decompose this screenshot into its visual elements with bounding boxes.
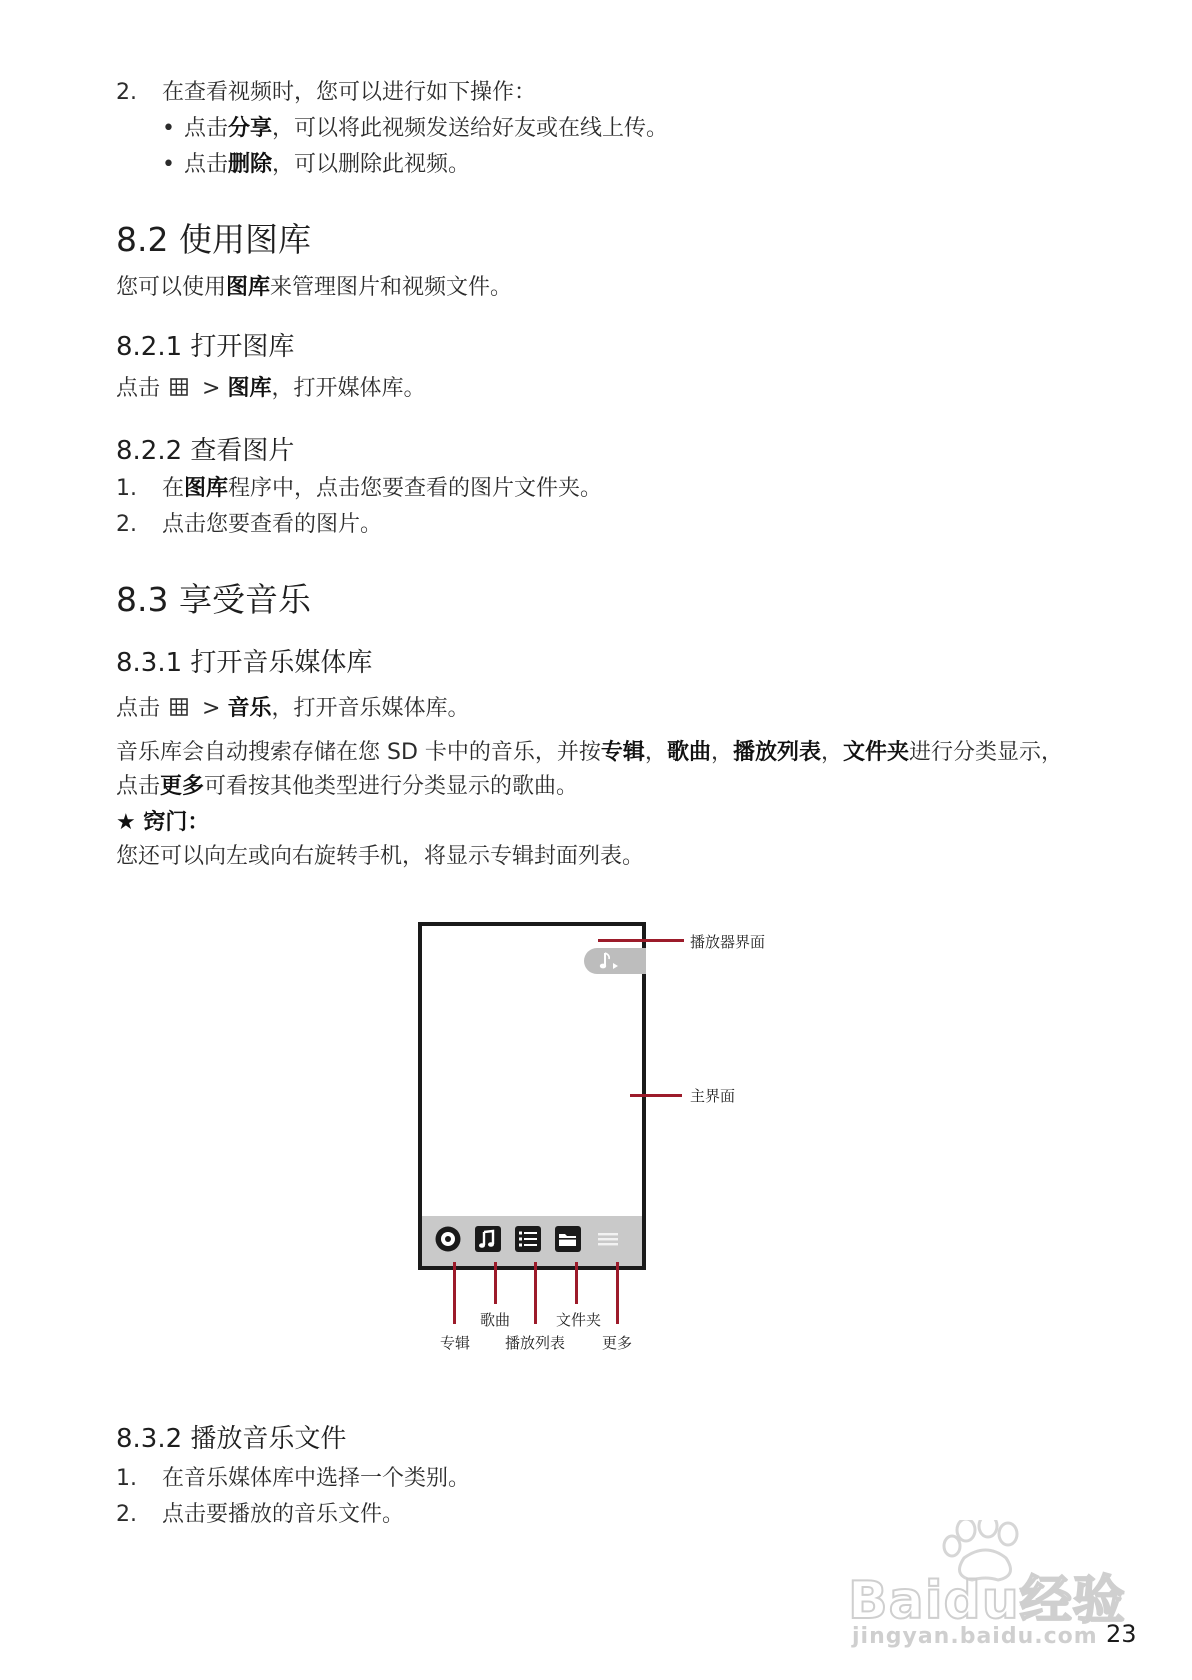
bold-term: 图库 bbox=[227, 376, 272, 401]
paragraph-line-1 bbox=[116, 738, 1063, 768]
text: ， bbox=[710, 740, 733, 765]
music-tab-bar bbox=[422, 1216, 642, 1266]
list-number: 1. bbox=[116, 1466, 137, 1491]
list-number: 1. bbox=[116, 476, 137, 501]
bold-term: 专辑 bbox=[600, 740, 645, 765]
callout-line-more bbox=[616, 1262, 619, 1324]
bold-term: 图库 bbox=[226, 275, 271, 300]
text: 点击 bbox=[184, 116, 229, 141]
baidu-watermark bbox=[848, 1520, 1148, 1650]
songs-tab-icon[interactable] bbox=[474, 1225, 502, 1253]
label-player-screen: 播放器界面 bbox=[690, 933, 766, 951]
phone-screen-figure bbox=[418, 922, 646, 1270]
paragraph-line-2 bbox=[116, 772, 578, 802]
watermark-brand: Baidu经验 bbox=[848, 1571, 1126, 1631]
text: 点击 bbox=[116, 376, 161, 401]
separator: > bbox=[202, 376, 221, 401]
text: 点击要播放的音乐文件。 bbox=[162, 1502, 405, 1527]
callout-line-main bbox=[630, 1094, 682, 1097]
app-grid-icon bbox=[170, 698, 188, 716]
list-number: 2. bbox=[116, 80, 137, 105]
bullet-item-share bbox=[162, 114, 668, 144]
app-grid-icon bbox=[170, 378, 188, 396]
bold-term: 文件夹 bbox=[843, 740, 910, 765]
text: 点击 bbox=[116, 696, 161, 721]
text: ，打开媒体库。 bbox=[271, 376, 426, 401]
text: ， bbox=[644, 740, 667, 765]
more-tab-icon[interactable] bbox=[594, 1225, 622, 1253]
callout-line-folder bbox=[575, 1262, 578, 1304]
page-number: 23 bbox=[1106, 1620, 1137, 1648]
text: ，可以删除此视频。 bbox=[272, 152, 471, 177]
bullet: • bbox=[162, 152, 175, 177]
text: 来管理图片和视频文件。 bbox=[270, 275, 513, 300]
text: ，可以将此视频发送给好友或在线上传。 bbox=[272, 116, 669, 141]
callout-line-songs bbox=[494, 1262, 497, 1304]
label-folder: 文件夹 bbox=[556, 1311, 602, 1329]
callout-line-player-ext bbox=[642, 939, 684, 942]
watermark-url: jingyan.baidu.com bbox=[852, 1624, 1098, 1649]
label-playlist: 播放列表 bbox=[505, 1334, 566, 1352]
bold-term: 歌曲 bbox=[666, 740, 711, 765]
paragraph bbox=[116, 374, 425, 404]
heading-8-3-2: 8.3.2 播放音乐文件 bbox=[116, 1424, 347, 1454]
bold-term: 图库 bbox=[184, 476, 229, 501]
list-number: 2. bbox=[116, 512, 137, 537]
playlist-tab-icon[interactable] bbox=[514, 1225, 542, 1253]
bold-term: 音乐 bbox=[227, 696, 272, 721]
heading-8-3-1: 8.3.1 打开音乐媒体库 bbox=[116, 648, 373, 678]
music-note-icon bbox=[596, 948, 626, 974]
list-text: 在查看视频时，您可以进行如下操作： bbox=[162, 80, 537, 105]
heading-8-3: 8.3 享受音乐 bbox=[116, 580, 311, 619]
paragraph bbox=[116, 273, 512, 303]
callout-line-player bbox=[598, 939, 642, 942]
text: 音乐库会自动搜索存储在您 SD 卡中的音乐，并按 bbox=[116, 740, 601, 765]
text: 可看按其他类型进行分类显示的歌曲。 bbox=[204, 774, 579, 799]
list-item bbox=[116, 1500, 404, 1530]
bold-term: 更多 bbox=[160, 774, 205, 799]
text: 点击您要查看的图片。 bbox=[162, 512, 383, 537]
callout-line-album bbox=[453, 1262, 456, 1324]
bold-term: 分享 bbox=[228, 116, 273, 141]
bold-term: 删除 bbox=[228, 152, 273, 177]
label-album: 专辑 bbox=[440, 1334, 471, 1352]
text: 您可以使用 bbox=[116, 275, 227, 300]
label-songs: 歌曲 bbox=[480, 1311, 511, 1329]
list-number: 2. bbox=[116, 1502, 137, 1527]
paragraph bbox=[116, 694, 469, 724]
heading-8-2-2: 8.2.2 查看图片 bbox=[116, 436, 295, 466]
text: 在 bbox=[162, 476, 185, 501]
list-item bbox=[116, 474, 602, 504]
callout-line-playlist bbox=[534, 1262, 537, 1324]
tip-label: ★ 窍门： bbox=[116, 810, 210, 835]
bold-term: 播放列表 bbox=[732, 740, 821, 765]
now-playing-button bbox=[584, 948, 646, 974]
bullet: • bbox=[162, 116, 175, 141]
label-main-screen: 主界面 bbox=[690, 1087, 736, 1105]
text: ，打开音乐媒体库。 bbox=[271, 696, 470, 721]
tip-text: 您还可以向左或向右旋转手机，将显示专辑封面列表。 bbox=[116, 844, 645, 869]
list-item bbox=[116, 78, 536, 108]
album-tab-icon[interactable] bbox=[434, 1225, 462, 1253]
separator: > bbox=[202, 696, 221, 721]
folder-tab-icon[interactable] bbox=[554, 1225, 582, 1253]
heading-8-2: 8.2 使用图库 bbox=[116, 220, 311, 259]
heading-8-2-1: 8.2.1 打开图库 bbox=[116, 332, 295, 362]
text: 程序中，点击您要查看的图片文件夹。 bbox=[228, 476, 603, 501]
text: 进行分类显示， bbox=[909, 740, 1064, 765]
text: ， bbox=[820, 740, 843, 765]
list-item bbox=[116, 1464, 470, 1494]
list-item bbox=[116, 510, 382, 540]
text: 在音乐媒体库中选择一个类别。 bbox=[162, 1466, 471, 1491]
label-more: 更多 bbox=[602, 1334, 633, 1352]
text: 点击 bbox=[184, 152, 229, 177]
bullet-item-delete bbox=[162, 150, 470, 180]
text: 点击 bbox=[116, 774, 161, 799]
